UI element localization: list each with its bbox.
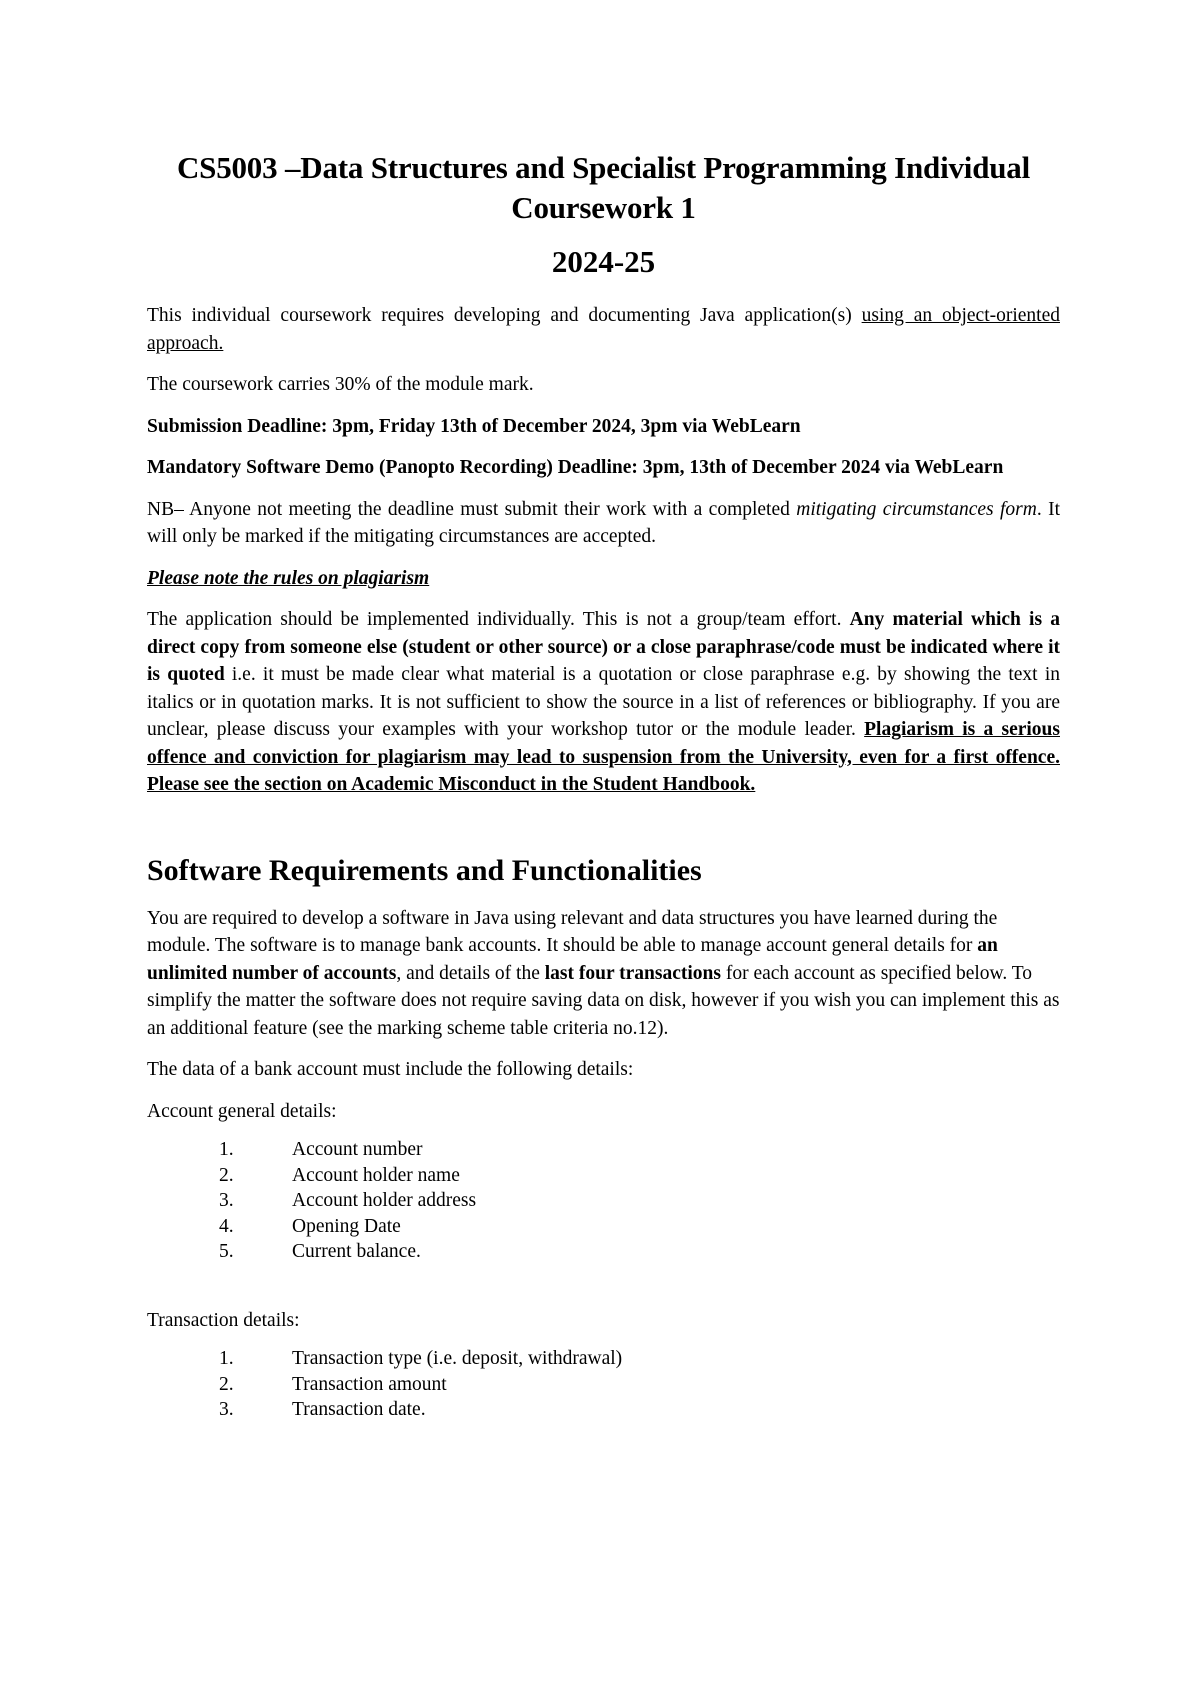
list-text: Account number <box>292 1139 423 1160</box>
demo-deadline: Mandatory Software Demo (Panopto Recording) Deadline: 3pm, 13th of December 2024 via WebLearn <box>147 457 1004 478</box>
list-text: Account holder name <box>292 1164 460 1186</box>
list-text: Current balance. <box>292 1241 421 1262</box>
list-number: 2. <box>219 1373 234 1395</box>
page-content <box>147 148 1060 1423</box>
account-details-list <box>147 1137 1060 1265</box>
requirements-paragraph <box>147 905 1060 1043</box>
list-text: Opening Date <box>292 1215 401 1237</box>
transaction-label: Transaction details: <box>147 1309 300 1331</box>
list-number: 3. <box>219 1190 234 1211</box>
plagiarism-warning: Plagiarism is a serious offence and conviction for plagiarism may lead to suspension from the University, even for a first offence. Please see the section on Academic Misconduct in the Student Handbook. <box>147 719 1060 795</box>
list-number: 1. <box>219 1139 234 1160</box>
nb-paragraph <box>147 496 1060 551</box>
data-intro: The data of a bank account must include the following details: <box>147 1059 634 1080</box>
weighting-paragraph: The coursework carries 30% of the module mark. <box>147 374 534 395</box>
list-number: 3. <box>219 1399 234 1420</box>
requirements-text-3: for each account as specified below. To simplify the matter the software does not require saving data on disk, however if you wish you can implement this as an additional feature (see the marking scheme table criteria no.12). <box>147 962 1060 1039</box>
list-number: 1. <box>219 1348 234 1369</box>
nb-suffix: . It will only be marked if the mitigating circumstances are accepted. <box>147 498 1060 547</box>
section-heading: Software Requirements and Functionalities <box>147 853 702 887</box>
list-item <box>147 1188 1060 1214</box>
list-item <box>147 1346 1060 1372</box>
list-text: Transaction date. <box>292 1399 426 1420</box>
submission-deadline: Submission Deadline: 3pm, Friday 13th of December 2024, 3pm via WebLearn <box>147 415 801 437</box>
list-item <box>147 1214 1060 1240</box>
intro-paragraph <box>147 302 1060 357</box>
requirements-bold-2: last four transactions <box>544 962 721 984</box>
list-item <box>147 1372 1060 1398</box>
intro-text: This individual coursework requires developing and documenting Java application(s) <box>147 305 862 326</box>
list-item <box>147 1239 1060 1265</box>
document-title: CS5003 –Data Structures and Specialist Programming Individual Coursework 1 <box>176 150 1030 225</box>
list-item <box>147 1163 1060 1189</box>
plagiarism-heading-text: Please note the rules on plagiarism <box>147 567 430 589</box>
plagiarism-paragraph <box>147 606 1060 799</box>
list-item <box>147 1137 1060 1163</box>
intro-underlined-text: using an object-oriented approach. <box>147 305 1060 354</box>
mitigating-form-text: mitigating circumstances form <box>796 498 1037 520</box>
requirements-text-2: , and details of the <box>396 962 545 984</box>
list-item <box>147 1397 1060 1423</box>
plagiarism-bold-text: Any material which is a direct copy from someone else (student or other source) or a close paraphrase/code must be indicated where it is quoted <box>147 609 1060 685</box>
academic-year: 2024-25 <box>551 244 656 279</box>
list-number: 5. <box>219 1241 234 1262</box>
requirements-text-1: You are required to develop a software in Java using relevant and data structures you have learned during the module. The software is to manage bank accounts. It should be able to manage account general details for <box>147 907 998 956</box>
list-text: Transaction type (i.e. deposit, withdrawal) <box>292 1348 623 1369</box>
account-label: Account general details: <box>147 1100 337 1122</box>
list-number: 2. <box>219 1164 234 1186</box>
list-text: Account holder address <box>292 1190 477 1211</box>
plagiarism-text-1: The application should be implemented individually. This is not a group/team effort. <box>147 609 850 630</box>
requirements-bold-1: an unlimited number of accounts <box>147 935 998 984</box>
nb-text: NB– Anyone not meeting the deadline must submit their work with a completed <box>147 498 797 520</box>
plagiarism-heading <box>147 565 1060 593</box>
list-number: 4. <box>219 1215 234 1237</box>
list-text: Transaction amount <box>292 1373 447 1395</box>
transaction-details-list <box>147 1346 1060 1423</box>
plagiarism-text-2: i.e. it must be made clear what material is a quotation or close paraphrase e.g. by showing the text in italics or in quotation marks. It is not sufficient to show the source in a list of references or bibliography. If you are unclear, please discuss your examples with your workshop tutor or the module leader. <box>147 664 1060 740</box>
